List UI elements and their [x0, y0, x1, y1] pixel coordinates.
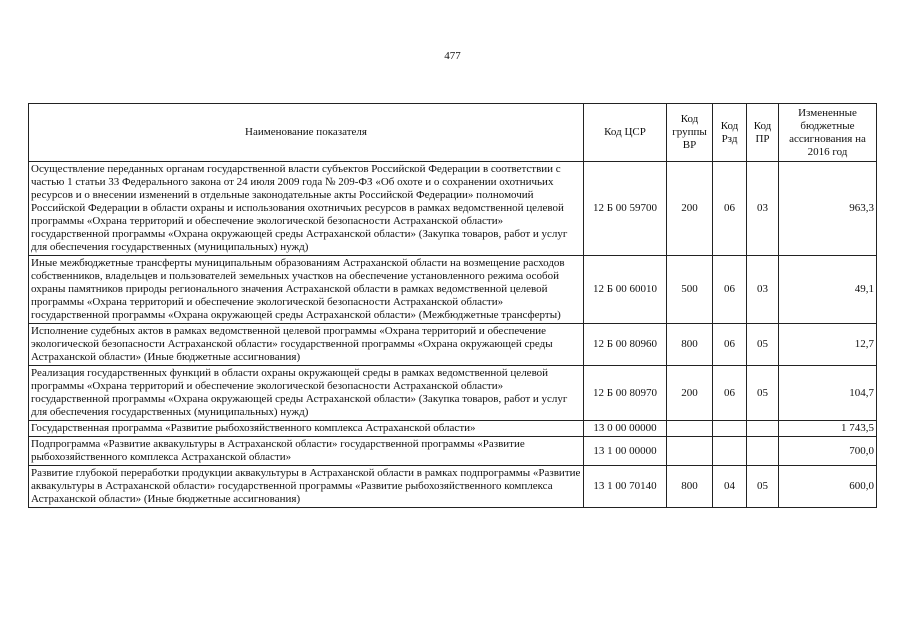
row-sum: 600,0 [779, 466, 877, 508]
row-rzd: 06 [713, 324, 747, 366]
row-rzd: 06 [713, 256, 747, 324]
row-name: Осуществление переданных органам государственной власти субъектов Российской Федерации в соответствии с частью 1 статьи 33 Федерального закона от 24 июля 2009 года № 209-ФЗ «Об охоте и о сохранении охотничьих ресурсов и о внесении изменений в отдельные законодательные акты Российской Федерации» полномочий Российской Федерации в области охраны и использования охотничьих ресурсов в рамках ведомственной целевой программы «Охрана территорий и обеспечение экологической безопасности Астраханской области» государственной программы «Охрана окружающей среды Астраханской области» (Закупка товаров, работ и услуг для обеспечения государственных (муниципальных) нужд) [29, 162, 584, 256]
budget-table [28, 103, 877, 508]
row-vr: 200 [667, 366, 713, 421]
row-pr: 05 [747, 324, 779, 366]
header-vr: Код группы ВР [667, 104, 713, 162]
page-number: 477 [444, 50, 461, 62]
table-row [29, 466, 877, 508]
table-row [29, 162, 877, 256]
row-csr: 13 0 00 00000 [584, 421, 667, 437]
row-name: Реализация государственных функций в области охраны окружающей среды в рамках ведомственной целевой программы «Охрана территорий и обеспечение экологической безопасности Астраханской области» государственной программы «Охрана окружающей среды Астраханской области» (Закупка товаров, работ и услуг для обеспечения государственных (муниципальных) нужд) [29, 366, 584, 421]
table-row [29, 256, 877, 324]
row-vr: 200 [667, 162, 713, 256]
header-pr: Код ПР [747, 104, 779, 162]
row-rzd: 06 [713, 162, 747, 256]
row-pr: 05 [747, 366, 779, 421]
row-csr: 12 Б 00 80960 [584, 324, 667, 366]
row-sum: 12,7 [779, 324, 877, 366]
row-csr: 13 1 00 70140 [584, 466, 667, 508]
row-name: Государственная программа «Развитие рыбохозяйственного комплекса Астраханской области» [29, 421, 584, 437]
row-csr: 13 1 00 00000 [584, 437, 667, 466]
row-rzd [713, 437, 747, 466]
row-pr [747, 421, 779, 437]
row-rzd [713, 421, 747, 437]
table-row [29, 421, 877, 437]
row-vr: 800 [667, 324, 713, 366]
table-row [29, 437, 877, 466]
row-pr [747, 437, 779, 466]
row-rzd: 06 [713, 366, 747, 421]
row-csr: 12 Б 00 80970 [584, 366, 667, 421]
table-row [29, 366, 877, 421]
row-name: Исполнение судебных актов в рамках ведомственной целевой программы «Охрана территорий и обеспечение экологической безопасности Астраханской области» государственной программы «Охрана окружающей среды Астраханской области» (Иные бюджетные ассигнования) [29, 324, 584, 366]
row-sum: 49,1 [779, 256, 877, 324]
row-csr: 12 Б 00 59700 [584, 162, 667, 256]
row-vr: 800 [667, 466, 713, 508]
header-csr: Код ЦСР [584, 104, 667, 162]
row-vr [667, 437, 713, 466]
row-vr: 500 [667, 256, 713, 324]
row-name: Подпрограмма «Развитие аквакультуры в Астраханской области» государственной программы «Развитие рыбохозяйственного комплекса Астраханской области» [29, 437, 584, 466]
row-sum: 963,3 [779, 162, 877, 256]
row-sum: 1 743,5 [779, 421, 877, 437]
header-rzd: Код Рзд [713, 104, 747, 162]
row-pr: 03 [747, 256, 779, 324]
row-pr: 03 [747, 162, 779, 256]
table-row [29, 324, 877, 366]
row-pr: 05 [747, 466, 779, 508]
row-csr: 12 Б 00 60010 [584, 256, 667, 324]
header-sum: Измененные бюджетные ассигнования на 2016 год [779, 104, 877, 162]
row-name: Развитие глубокой переработки продукции аквакультуры в Астраханской области в рамках подпрограммы «Развитие аквакультуры в Астраханской области» государственной программы «Развитие рыбохозяйственного комплекса Астраханской области» (Иные бюджетные ассигнования) [29, 466, 584, 508]
row-vr [667, 421, 713, 437]
row-sum: 104,7 [779, 366, 877, 421]
header-name: Наименование показателя [29, 104, 584, 162]
row-sum: 700,0 [779, 437, 877, 466]
row-name: Иные межбюджетные трансферты муниципальным образованиям Астраханской области на возмещение расходов собственников, владельцев и пользователей земельных участков на обеспечение установленного режима особой охраны памятников природы регионального значения Астраханской области в рамках ведомственной целевой программы «Охрана территорий и обеспечение экологической безопасности Астраханской области» государственной программы «Охрана окружающей среды Астраханской области» (Межбюджетные трансферты) [29, 256, 584, 324]
row-rzd: 04 [713, 466, 747, 508]
table-header-row [29, 104, 877, 162]
